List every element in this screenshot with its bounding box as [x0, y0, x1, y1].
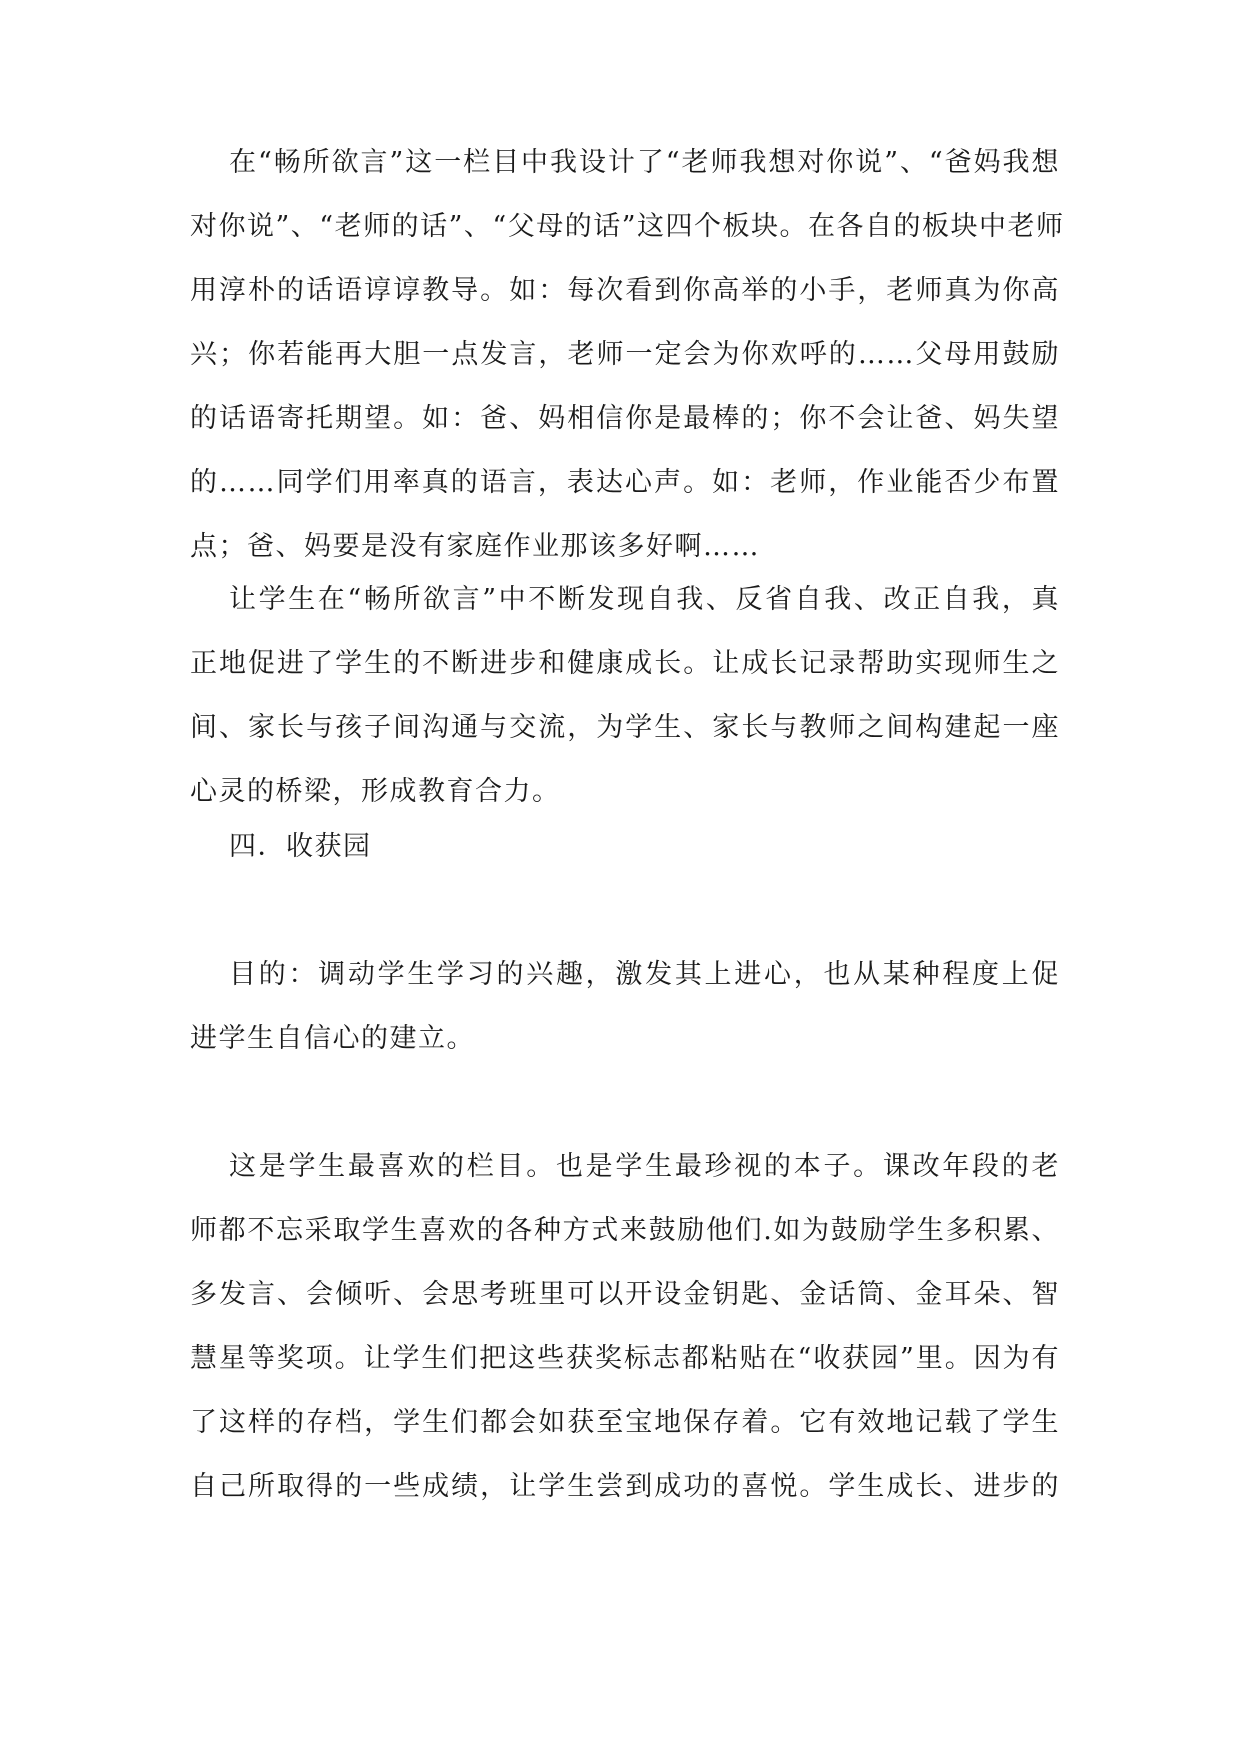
text-line: 目的：调动学生学习的兴趣，激发其上进心，也从某种程度上促	[229, 959, 1060, 990]
text-line: 多发言、会倾听、会思考班里可以开设金钥匙、金话筒、金耳朵、智	[190, 1279, 1060, 1310]
text-line: 在“畅所欲言”这一栏目中我设计了“老师我想对你说”、“爸妈我想	[229, 147, 1060, 178]
paragraph-purpose	[190, 943, 1060, 1071]
paragraph-shouhuoyuan-detail	[190, 1135, 1060, 1519]
text-line: 进学生自信心的建立。	[190, 1023, 475, 1054]
text-line: 让学生在“畅所欲言”中不断发现自我、反省自我、改正自我，真	[229, 584, 1060, 615]
text-line: 的话语寄托期望。如：爸、妈相信你是最棒的；你不会让爸、妈失望	[190, 403, 1060, 434]
text-line: 间、家长与孩子间沟通与交流，为学生、家长与教师之间构建起一座	[190, 712, 1060, 743]
text-line: 正地促进了学生的不断进步和健康成长。让成长记录帮助实现师生之	[190, 648, 1060, 679]
section-heading: 四．收获园	[229, 831, 372, 862]
text-line: 这是学生最喜欢的栏目。也是学生最珍视的本子。课改年段的老	[229, 1151, 1060, 1182]
text-line: 自己所取得的一些成绩，让学生尝到成功的喜悦。学生成长、进步的	[190, 1471, 1060, 1502]
text-line: 用淳朴的话语谆谆教导。如：每次看到你高举的小手，老师真为你高	[190, 275, 1060, 306]
text-line: 点；爸、妈要是没有家庭作业那该多好啊……	[190, 531, 760, 562]
section-heading-shouhuoyuan	[190, 815, 1060, 879]
text-line: 师都不忘采取学生喜欢的各种方式来鼓励他们.如为鼓励学生多积累、	[190, 1215, 1060, 1246]
paragraph-changsuoyuyan-effect	[190, 568, 1060, 824]
text-line: 的……同学们用率真的语言，表达心声。如：老师，作业能否少布置	[190, 467, 1060, 498]
text-line: 慧星等奖项。让学生们把这些获奖标志都粘贴在“收获园”里。因为有	[190, 1343, 1060, 1374]
text-line: 兴；你若能再大胆一点发言，老师一定会为你欢呼的……父母用鼓励	[190, 339, 1060, 370]
text-line: 心灵的桥梁，形成教育合力。	[190, 776, 561, 807]
paragraph-changsuoyuyan-intro	[190, 131, 1065, 579]
text-line: 对你说”、“老师的话”、“父母的话”这四个板块。在各自的板块中老师	[190, 211, 1065, 242]
text-line: 了这样的存档，学生们都会如获至宝地保存着。它有效地记载了学生	[190, 1407, 1060, 1438]
